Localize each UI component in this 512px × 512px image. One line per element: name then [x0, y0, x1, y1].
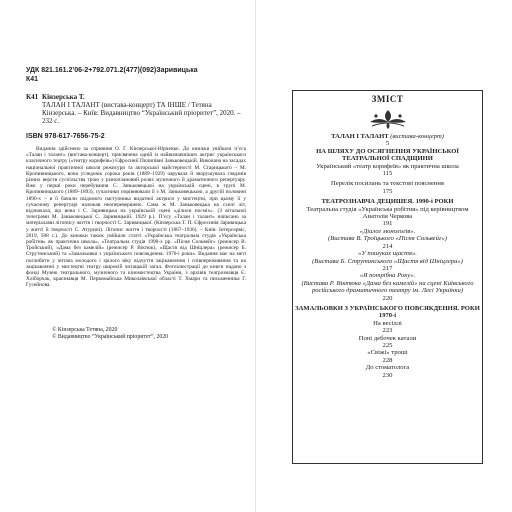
toc-entry-text: (Вистава В. Троїцького «Пісня Сольвейг»)	[328, 235, 447, 243]
toc-entry-text: НА ШЛЯХУ ДО ОСЯГНЕННЯ УКРАЇНСЬКОЇ ТЕАТРАЛЬНОЇ СПАДЩИНИ	[316, 147, 459, 163]
toc-entry	[295, 220, 480, 227]
toc-entry-text: Поні дебочек катали	[358, 334, 417, 342]
copyright-author: © Кінзерська Тетяна, 2020	[52, 326, 118, 333]
toc-entry	[295, 335, 480, 342]
toc-entry-text: 5	[385, 140, 390, 148]
toc-entry	[295, 320, 480, 327]
toc-entry-text: 191	[382, 220, 393, 228]
toc-entry-text: ЗАМАЛЬОВКИ З УКРАЇНСЬКОГО ПОВСЯКДЕННЯ. РОКИ 1970-і	[295, 304, 480, 320]
copyright-block	[26, 327, 246, 342]
toc-entry-text: Театральна студія «Українська робітня» під керівництвом Анатолія Черкова	[306, 205, 469, 221]
k-label: К41	[26, 93, 39, 101]
toc-entry	[295, 235, 480, 242]
ornament-icon	[295, 108, 480, 130]
udc-block	[26, 66, 246, 84]
title-record: ТАЛАН І ТАЛАНТ (вистава-концерт) ТА ІНШЕ / Тетяна Кінзерська. – Київ: Видавництво “Український пріоритет”, 2020. – 232 с.	[42, 101, 241, 125]
toc-entry-text: Український «театр корифеїв» як практична школа	[316, 162, 459, 170]
toc-entry	[295, 250, 480, 257]
toc-entry-text: 175	[382, 187, 393, 195]
toc-title: ЗМІСТ	[371, 94, 404, 104]
toc-entry-text: ТАЛАН І ТАЛАНТ	[331, 133, 389, 140]
toc-entry-text: (Вистава Р. Віктюка «Дама без камелій» на сцені Київського російського драматичного театру ім. Лесі Українки)	[301, 279, 474, 295]
toc-entry-text: «Діалог монологів».	[359, 227, 416, 235]
toc-entry	[295, 148, 480, 163]
toc-entry	[295, 305, 480, 320]
toc-entry	[295, 258, 480, 265]
abstract-text: Видання здійснено за сприяння О. Г. Кінзерської-Юрченко. До книжки увійшли п’єса «Талан і талант» (вистава-концерт), присвячена одній із найвизначніших актрис українського класичного театру («театру корифеїв») Єфросинії Пилипівні Заньковецькій. Виконана на засадах національної практичної школи режисури та акторської майстерності М. Старицького – М. Кропивницького, вона угледоюк сорока років (1889–1929) чарувала й зворушувала глядачів різних верств суспільства трою у різноплановий ролях музичного й драматичного репертуару. Вже у перші роки перебування С. Заньковецької на українській сцені, в трупі М. Кропивницького (1889–1893), сучасники порівнювали її з М. Заньковецькою, а другій половині 1890-х – в її бачили свідомого наступника видатної актриси у мистецтві, при цьому її у сучасному репертуарі належав неоперевершено. Сама ж М. Заньковецька на схилі літ, відзначала, що вона і С. Заривицька на українській сцені «ділили посміх». (З вітальної телеграми М. Заньковецької С. Заривицькій. 1929 р.). П’єсу «Талан і талант» написано за матеріалами літопису життя і творчості С. Заривицької. (Кінзерська Т. П. Єфросинія Заривицька у житті й творчості С. Атурипі). Літопис життя і творчості (1867–1936). – Київ: Інтерсервіс, 2019, 588 с.). До книжки також увійшли статті «Українська театральна студія «Українська робітня» як практична школа», «Театральна студія 1990-х рр. «Пісня Сольвейг» (режисер В. Тройський), «Дама без камелій» (режисер Р. Віктюк), «Щастя від Шніцлера» (режисер Б. Струтинський) та «Замальовки з українського повсякдення. 1970-і роки». Видання має на меті поглибити у читача молодого і зрілого віку відчуття зацікавлення і співпереживання та на зацікавленні у мистецтві театру широкій читацькій загал. Фотоілюстрації до книги надано з фонді Музею театрального, музичного та кіномистецтва України, з архівів театрознавця Є. Хліборчак, краєзнавця М. Первомайська Миколаївської області Т. Хмари та письменника Г. Гусейнова.	[26, 146, 246, 289]
toc-entry-text: Перелік посилань та текстові пояснення	[331, 180, 444, 188]
toc-entry	[295, 133, 480, 140]
toc-entry-text: «Я потрібна Року».	[359, 272, 416, 280]
toc-entry	[295, 140, 480, 147]
toc-entry-text: На весіллі	[373, 319, 402, 327]
toc-entry	[295, 272, 480, 279]
udc-k-code: К41	[26, 76, 39, 83]
toc-entry	[295, 364, 480, 371]
toc-entry	[295, 163, 480, 170]
toc-entry	[295, 342, 480, 349]
toc-frame	[292, 90, 483, 464]
right-page	[256, 0, 512, 512]
toc-entry-text: «У пошуках щастя».	[358, 250, 417, 258]
toc-entry	[295, 198, 480, 205]
toc-entry-text: ТЕАТРОЗНАВЧА ДЕЦИШЕЯ. 1990-і РОКИ	[321, 198, 454, 206]
toc-entry-text: 223	[382, 327, 393, 335]
toc-entry-text: 228	[382, 356, 393, 364]
toc-entry	[295, 265, 480, 272]
author-name: Кінзерська Т.	[42, 93, 85, 101]
toc-entry-text: 217	[382, 264, 393, 272]
toc-entry-text: 214	[382, 242, 393, 250]
toc-entry	[295, 228, 480, 235]
toc-entry	[295, 243, 480, 250]
toc-entry-subtitle: (вистава-концерт)	[388, 133, 444, 140]
toc-entry	[295, 280, 480, 295]
toc-entry	[295, 188, 480, 195]
isbn: ISBN 978-617-7656-75-2	[26, 133, 105, 140]
toc-entry	[295, 170, 480, 177]
copyright-publisher: © Видавництво “Український пріоритет”, 2020	[52, 334, 169, 341]
toc-entry	[295, 180, 480, 187]
udc-code: УДК 821.161.2’06-2+792.071.2(477)(092)Заривицька	[26, 67, 198, 74]
toc-entry	[295, 295, 480, 302]
bibliographic-record	[26, 93, 246, 125]
toc-entry-text: 225	[382, 341, 393, 349]
toc-entry-text: (Вистава Б. Струтинського «Щастя від Шніцлера»)	[312, 257, 463, 265]
toc-list	[295, 133, 480, 379]
toc-entry-text: «Свіжі» троші	[367, 349, 408, 357]
toc-entry	[295, 372, 480, 379]
toc-entry	[295, 357, 480, 364]
toc-entry	[295, 327, 480, 334]
toc-entry-text: 230	[382, 371, 393, 379]
toc-entry-text: 220	[382, 294, 393, 302]
toc-entry	[295, 206, 480, 221]
toc-entry-text: До стоматолога	[365, 364, 410, 372]
toc-entry-text: 115	[382, 170, 393, 178]
toc-entry	[295, 349, 480, 356]
